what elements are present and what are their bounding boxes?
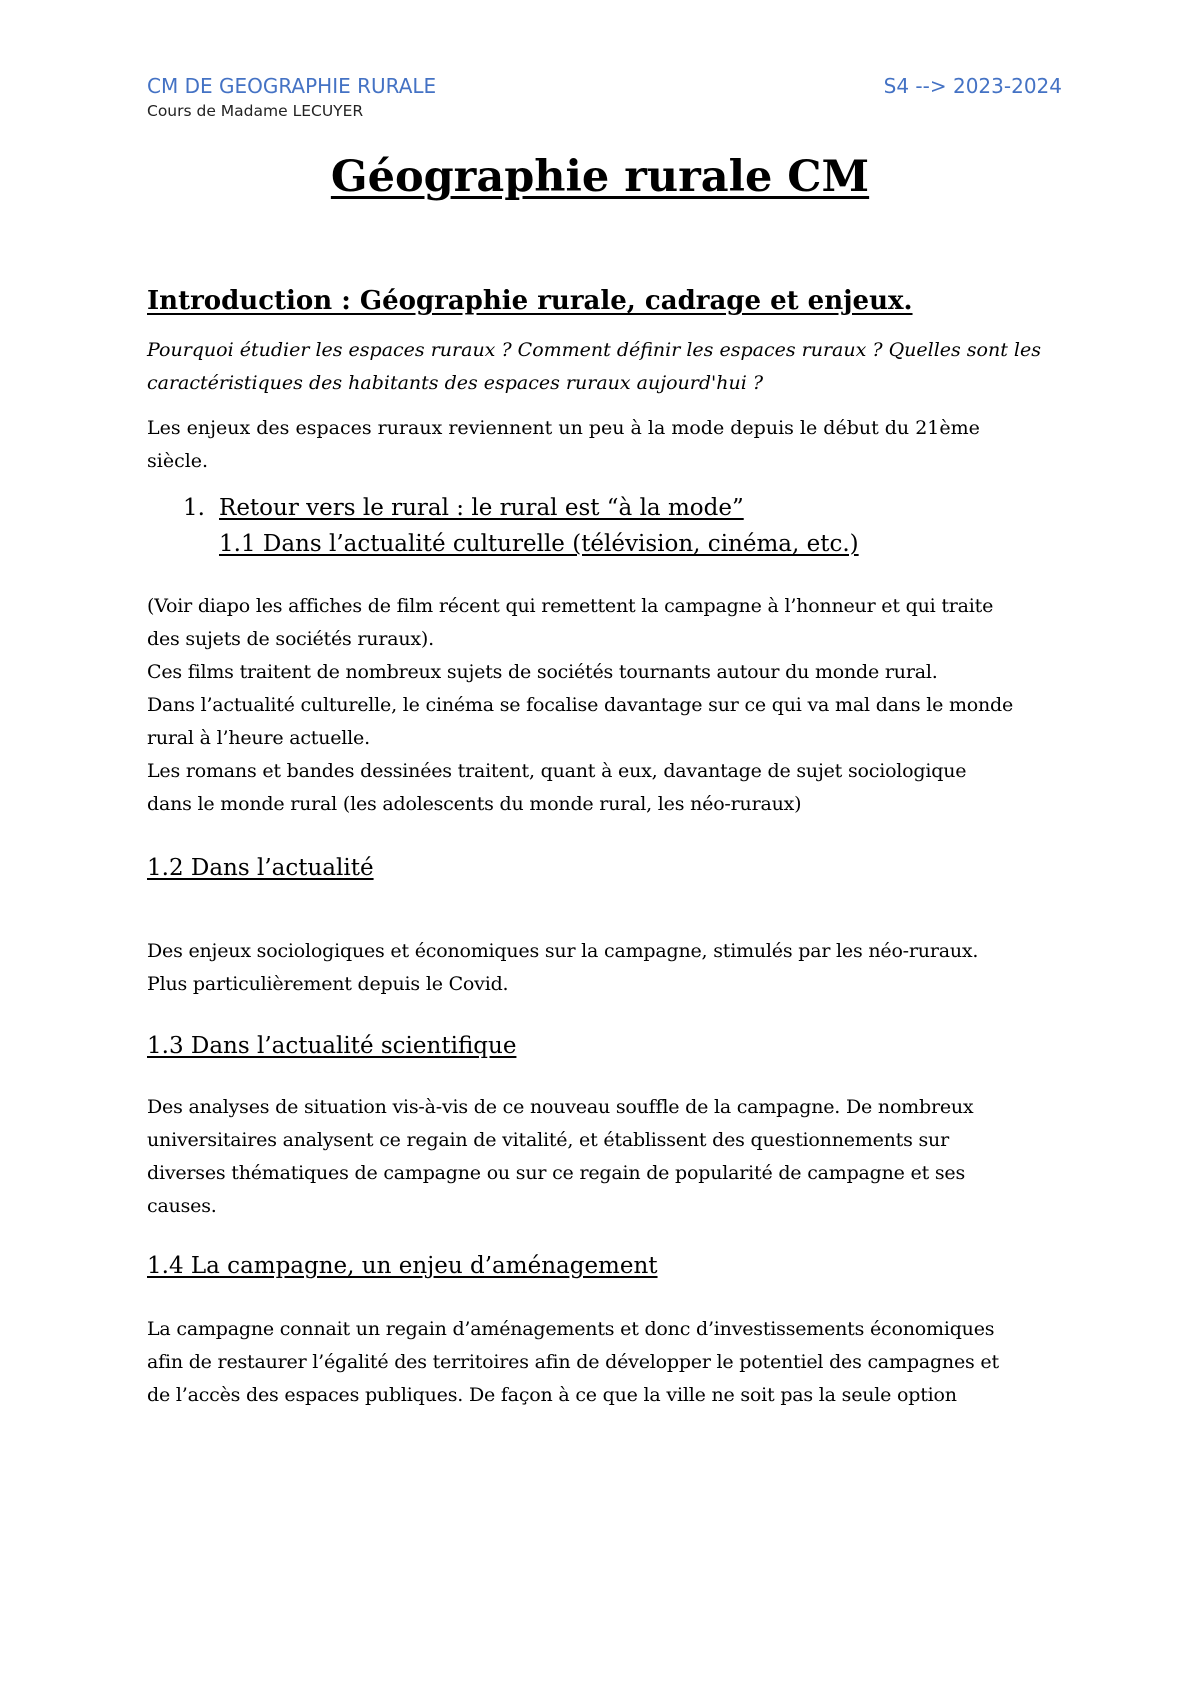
intro-paragraph	[147, 412, 1062, 478]
text-line: Ces films traitent de nombreux sujets de sociétés tournants autour du monde rural.	[147, 661, 938, 683]
text-line: diverses thématiques de campagne ou sur ce regain de popularité de campagne et ses	[147, 1162, 966, 1184]
subsection-1-1-text	[147, 590, 1062, 821]
text-line: La campagne connait un regain d’aménagements et donc d’investissements économiques	[147, 1318, 995, 1340]
text-line: Les romans et bandes dessinées traitent, quant à eux, davantage de sujet sociologique	[147, 760, 967, 782]
intro-heading: Introduction : Géographie rurale, cadrage et enjeux.	[147, 286, 913, 316]
text-line: Des analyses de situation vis-à-vis de ce nouveau souffle de la campagne. De nombreux	[147, 1096, 974, 1118]
course-name: CM DE GEOGRAPHIE RURALE	[147, 74, 437, 98]
text-line: causes.	[147, 1195, 217, 1217]
text-line: des sujets de sociétés ruraux).	[147, 628, 434, 650]
text-line: Plus particulièrement depuis le Covid.	[147, 973, 509, 995]
section-number: 1.	[183, 495, 205, 521]
text-line: afin de restaurer l’égalité des territoires afin de développer le potentiel des campagnes et	[147, 1351, 999, 1373]
section-title: Retour vers le rural : le rural est “à la mode”	[219, 495, 744, 521]
section-1-heading	[147, 490, 1062, 526]
text-line: Pourquoi étudier les espaces ruraux ? Comment définir les espaces ruraux ? Quelles sont les	[147, 339, 1041, 361]
semester-label: S4 --> 2023-2024	[883, 74, 1062, 98]
subsection-1-3-heading: 1.3 Dans l’actualité scientifique	[147, 1033, 517, 1059]
text-line: (Voir diapo les affiches de film récent qui remettent la campagne à l’honneur et qui traite	[147, 595, 994, 617]
text-line: dans le monde rural (les adolescents du monde rural, les néo-ruraux)	[147, 793, 802, 815]
text-line: universitaires analysent ce regain de vitalité, et établissent des questionnements sur	[147, 1129, 949, 1151]
text-line: rural à l’heure actuelle.	[147, 727, 370, 749]
page-header	[147, 74, 436, 120]
subsection-1-2-text	[147, 935, 1062, 1001]
subsection-1-4-heading: 1.4 La campagne, un enjeu d’aménagement	[147, 1253, 658, 1279]
subsection-1-3-text	[147, 1091, 1062, 1223]
teacher-name: Cours de Madame LECUYER	[147, 102, 364, 120]
text-line: siècle.	[147, 450, 209, 472]
text-line: Les enjeux des espaces ruraux reviennent un peu à la mode depuis le début du 21ème	[147, 417, 980, 439]
text-line: de l’accès des espaces publiques. De façon à ce que la ville ne soit pas la seule option	[147, 1384, 957, 1406]
subsection-1-4-text	[147, 1313, 1062, 1412]
subsection-1-1-heading: 1.1 Dans l’actualité culturelle (télévision, cinéma, etc.)	[219, 531, 859, 557]
subsection-1-2-heading: 1.2 Dans l’actualité	[147, 855, 374, 881]
text-line: caractéristiques des habitants des espaces ruraux aujourd'hui ?	[147, 372, 764, 394]
text-line: Des enjeux sociologiques et économiques sur la campagne, stimulés par les néo-ruraux.	[147, 940, 979, 962]
document-body	[147, 286, 1062, 1412]
text-line: Dans l’actualité culturelle, le cinéma se focalise davantage sur ce qui va mal dans le monde	[147, 694, 1014, 716]
document-title: Géographie rurale CM	[330, 152, 870, 202]
intro-questions	[147, 334, 1062, 400]
